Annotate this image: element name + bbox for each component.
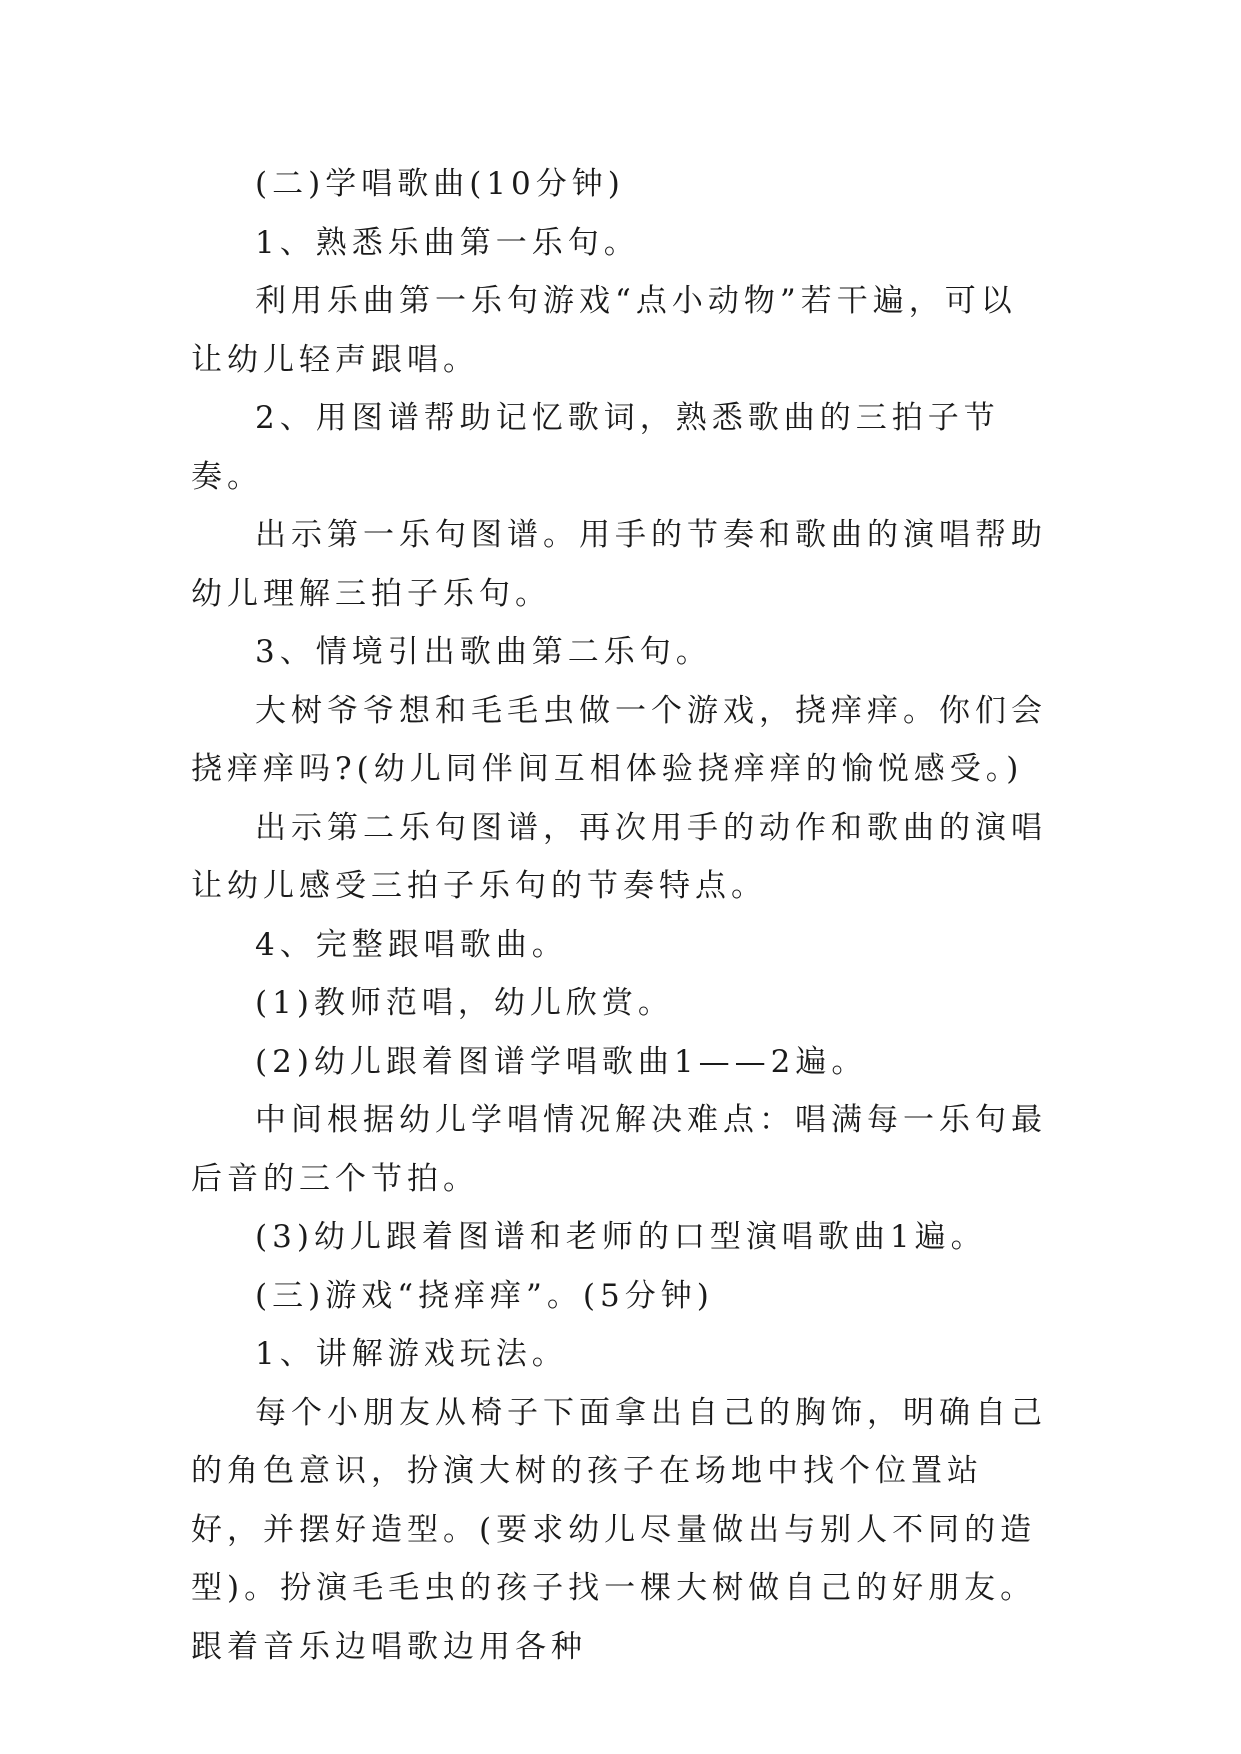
paragraph: 大树爷爷想和毛毛虫做一个游戏，挠痒痒。你们会挠痒痒吗?(幼儿同伴间互相体验挠痒痒的愉悦感受。) — [191, 692, 1047, 787]
paragraph: 出示第一乐句图谱。用手的节奏和歌曲的演唱帮助幼儿理解三拍子乐句。 — [191, 517, 1047, 612]
step-heading: 3、情境引出歌曲第二乐句。 — [255, 634, 712, 670]
paragraph: 每个小朋友从椅子下面拿出自己的胸饰，明确自己的角色意识，扮演大树的孩子在场地中找个位置站好，并摆好造型。(要求幼儿尽量做出与别人不同的造型)。扮演毛毛虫的孩子找一棵大树做自己的好朋友。跟着音乐边唱歌边用各种 — [191, 1394, 1047, 1665]
paragraph: 出示第二乐句图谱，再次用手的动作和歌曲的演唱让幼儿感受三拍子乐句的节奏特点。 — [191, 809, 1047, 904]
section-heading-learn-song: (二)学唱歌曲(10分钟) — [255, 166, 625, 202]
document-body — [191, 155, 1051, 1676]
step-heading: 1、讲解游戏玩法。 — [255, 1336, 568, 1372]
sub-step: (1)教师范唱，幼儿欣赏。 — [255, 985, 674, 1021]
step-heading: 1、熟悉乐曲第一乐句。 — [255, 224, 640, 261]
sub-step: (2)幼儿跟着图谱学唱歌曲1——2遍。 — [255, 1043, 868, 1080]
section-heading-game: (三)游戏“挠痒痒”。(5分钟) — [255, 1277, 714, 1314]
sub-step: (3)幼儿跟着图谱和老师的口型演唱歌曲1遍。 — [255, 1219, 987, 1255]
paragraph: 中间根据幼儿学唱情况解决难点：唱满每一乐句最后音的三个节拍。 — [191, 1102, 1047, 1197]
step-heading: 4、完整跟唱歌曲。 — [255, 926, 568, 963]
step-heading: 2、用图谱帮助记忆歌词，熟悉歌曲的三拍子节奏。 — [191, 400, 1000, 495]
paragraph: 利用乐曲第一乐句游戏“点小动物”若干遍，可以让幼儿轻声跟唱。 — [191, 283, 1017, 378]
